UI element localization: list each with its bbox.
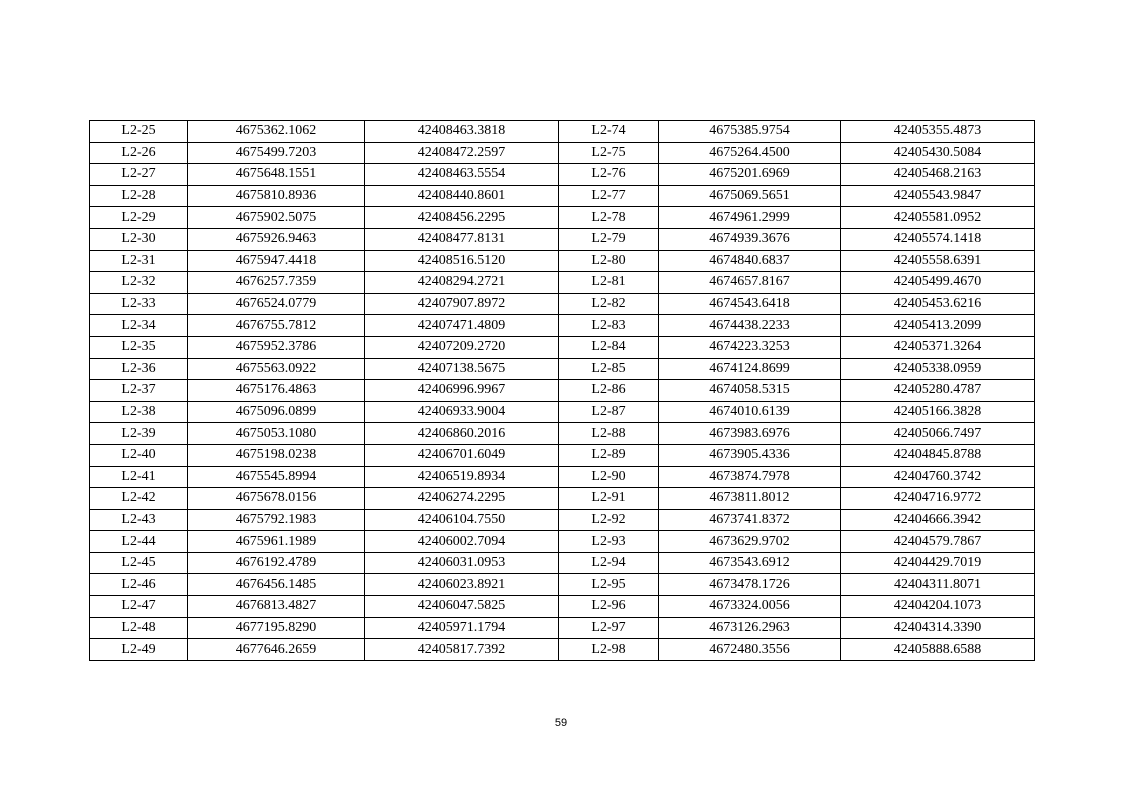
x-coordinate-right-cell: 4673324.0056 <box>659 596 841 618</box>
point-id-left-cell: L2-47 <box>90 596 188 618</box>
table-row <box>90 596 1035 618</box>
y-coordinate-left-cell: 42408456.2295 <box>365 207 559 229</box>
y-coordinate-left-cell: 42408516.5120 <box>365 250 559 272</box>
point-id-right-cell: L2-79 <box>559 228 659 250</box>
point-id-left-cell: L2-40 <box>90 444 188 466</box>
y-coordinate-right-cell: 42405574.1418 <box>841 228 1035 250</box>
x-coordinate-left-cell: 4675947.4418 <box>188 250 365 272</box>
x-coordinate-left-cell: 4675362.1062 <box>188 121 365 143</box>
point-id-right-cell: L2-82 <box>559 293 659 315</box>
y-coordinate-left-cell: 42406031.0953 <box>365 552 559 574</box>
y-coordinate-left-cell: 42408463.3818 <box>365 121 559 143</box>
y-coordinate-right-cell: 42405468.2163 <box>841 164 1035 186</box>
point-id-left-cell: L2-34 <box>90 315 188 337</box>
table-row <box>90 272 1035 294</box>
x-coordinate-right-cell: 4674657.8167 <box>659 272 841 294</box>
x-coordinate-right-cell: 4673983.6976 <box>659 423 841 445</box>
y-coordinate-right-cell: 42405338.0959 <box>841 358 1035 380</box>
y-coordinate-left-cell: 42406996.9967 <box>365 380 559 402</box>
y-coordinate-right-cell: 42404579.7867 <box>841 531 1035 553</box>
x-coordinate-left-cell: 4676257.7359 <box>188 272 365 294</box>
table-row <box>90 380 1035 402</box>
point-id-left-cell: L2-44 <box>90 531 188 553</box>
coordinate-table-body <box>90 121 1035 661</box>
y-coordinate-left-cell: 42408472.2597 <box>365 142 559 164</box>
point-id-left-cell: L2-45 <box>90 552 188 574</box>
y-coordinate-left-cell: 42406002.7094 <box>365 531 559 553</box>
point-id-right-cell: L2-87 <box>559 401 659 423</box>
x-coordinate-left-cell: 4675961.1989 <box>188 531 365 553</box>
x-coordinate-left-cell: 4675810.8936 <box>188 185 365 207</box>
y-coordinate-left-cell: 42406023.8921 <box>365 574 559 596</box>
table-row <box>90 552 1035 574</box>
table-row <box>90 315 1035 337</box>
point-id-right-cell: L2-75 <box>559 142 659 164</box>
y-coordinate-left-cell: 42407471.4809 <box>365 315 559 337</box>
y-coordinate-left-cell: 42405817.7392 <box>365 639 559 661</box>
y-coordinate-right-cell: 42405453.6216 <box>841 293 1035 315</box>
table-row <box>90 207 1035 229</box>
y-coordinate-right-cell: 42405355.4873 <box>841 121 1035 143</box>
y-coordinate-left-cell: 42406933.9004 <box>365 401 559 423</box>
y-coordinate-left-cell: 42406047.5825 <box>365 596 559 618</box>
table-row <box>90 617 1035 639</box>
point-id-left-cell: L2-26 <box>90 142 188 164</box>
point-id-left-cell: L2-25 <box>90 121 188 143</box>
point-id-left-cell: L2-43 <box>90 509 188 531</box>
x-coordinate-left-cell: 4675678.0156 <box>188 488 365 510</box>
y-coordinate-left-cell: 42408294.2721 <box>365 272 559 294</box>
x-coordinate-left-cell: 4677195.8290 <box>188 617 365 639</box>
point-id-right-cell: L2-83 <box>559 315 659 337</box>
y-coordinate-right-cell: 42405280.4787 <box>841 380 1035 402</box>
point-id-right-cell: L2-89 <box>559 444 659 466</box>
x-coordinate-right-cell: 4672480.3556 <box>659 639 841 661</box>
point-id-right-cell: L2-96 <box>559 596 659 618</box>
x-coordinate-right-cell: 4673874.7978 <box>659 466 841 488</box>
y-coordinate-right-cell: 42405581.0952 <box>841 207 1035 229</box>
x-coordinate-right-cell: 4673741.8372 <box>659 509 841 531</box>
y-coordinate-right-cell: 42404311.8071 <box>841 574 1035 596</box>
x-coordinate-left-cell: 4675499.7203 <box>188 142 365 164</box>
x-coordinate-left-cell: 4676456.1485 <box>188 574 365 596</box>
x-coordinate-left-cell: 4675952.3786 <box>188 336 365 358</box>
page-number: 59 <box>554 717 568 729</box>
y-coordinate-right-cell: 42404666.3942 <box>841 509 1035 531</box>
table-row <box>90 142 1035 164</box>
table-row <box>90 336 1035 358</box>
x-coordinate-right-cell: 4673478.1726 <box>659 574 841 596</box>
point-id-right-cell: L2-94 <box>559 552 659 574</box>
y-coordinate-right-cell: 42404760.3742 <box>841 466 1035 488</box>
point-id-right-cell: L2-84 <box>559 336 659 358</box>
x-coordinate-left-cell: 4676192.4789 <box>188 552 365 574</box>
x-coordinate-right-cell: 4674438.2233 <box>659 315 841 337</box>
y-coordinate-left-cell: 42406519.8934 <box>365 466 559 488</box>
point-id-right-cell: L2-91 <box>559 488 659 510</box>
y-coordinate-left-cell: 42408477.8131 <box>365 228 559 250</box>
x-coordinate-right-cell: 4675264.4500 <box>659 142 841 164</box>
point-id-right-cell: L2-76 <box>559 164 659 186</box>
table-row <box>90 185 1035 207</box>
table-row <box>90 488 1035 510</box>
point-id-left-cell: L2-32 <box>90 272 188 294</box>
table-row <box>90 121 1035 143</box>
x-coordinate-left-cell: 4675902.5075 <box>188 207 365 229</box>
x-coordinate-left-cell: 4676755.7812 <box>188 315 365 337</box>
y-coordinate-left-cell: 42406104.7550 <box>365 509 559 531</box>
point-id-left-cell: L2-29 <box>90 207 188 229</box>
y-coordinate-left-cell: 42406274.2295 <box>365 488 559 510</box>
table-row <box>90 401 1035 423</box>
y-coordinate-right-cell: 42405543.9847 <box>841 185 1035 207</box>
point-id-right-cell: L2-78 <box>559 207 659 229</box>
y-coordinate-right-cell: 42405558.6391 <box>841 250 1035 272</box>
point-id-right-cell: L2-77 <box>559 185 659 207</box>
point-id-right-cell: L2-80 <box>559 250 659 272</box>
x-coordinate-left-cell: 4675053.1080 <box>188 423 365 445</box>
point-id-left-cell: L2-38 <box>90 401 188 423</box>
point-id-left-cell: L2-31 <box>90 250 188 272</box>
point-id-right-cell: L2-85 <box>559 358 659 380</box>
table-row <box>90 639 1035 661</box>
point-id-right-cell: L2-92 <box>559 509 659 531</box>
x-coordinate-left-cell: 4675792.1983 <box>188 509 365 531</box>
table-row <box>90 509 1035 531</box>
y-coordinate-right-cell: 42405413.2099 <box>841 315 1035 337</box>
x-coordinate-right-cell: 4674124.8699 <box>659 358 841 380</box>
y-coordinate-left-cell: 42407138.5675 <box>365 358 559 380</box>
table-row <box>90 164 1035 186</box>
table-row <box>90 444 1035 466</box>
point-id-left-cell: L2-46 <box>90 574 188 596</box>
point-id-left-cell: L2-36 <box>90 358 188 380</box>
x-coordinate-left-cell: 4677646.2659 <box>188 639 365 661</box>
x-coordinate-right-cell: 4673543.6912 <box>659 552 841 574</box>
point-id-left-cell: L2-48 <box>90 617 188 639</box>
x-coordinate-right-cell: 4674543.6418 <box>659 293 841 315</box>
point-id-left-cell: L2-41 <box>90 466 188 488</box>
point-id-right-cell: L2-93 <box>559 531 659 553</box>
y-coordinate-left-cell: 42408463.5554 <box>365 164 559 186</box>
point-id-right-cell: L2-74 <box>559 121 659 143</box>
y-coordinate-right-cell: 42404204.1073 <box>841 596 1035 618</box>
point-id-left-cell: L2-33 <box>90 293 188 315</box>
table-row <box>90 358 1035 380</box>
table-row <box>90 423 1035 445</box>
y-coordinate-right-cell: 42404314.3390 <box>841 617 1035 639</box>
point-id-left-cell: L2-30 <box>90 228 188 250</box>
point-id-left-cell: L2-27 <box>90 164 188 186</box>
point-id-right-cell: L2-95 <box>559 574 659 596</box>
point-id-right-cell: L2-81 <box>559 272 659 294</box>
y-coordinate-right-cell: 42405430.5084 <box>841 142 1035 164</box>
point-id-right-cell: L2-88 <box>559 423 659 445</box>
x-coordinate-left-cell: 4675926.9463 <box>188 228 365 250</box>
y-coordinate-left-cell: 42405971.1794 <box>365 617 559 639</box>
y-coordinate-right-cell: 42404429.7019 <box>841 552 1035 574</box>
x-coordinate-right-cell: 4673811.8012 <box>659 488 841 510</box>
point-id-right-cell: L2-98 <box>559 639 659 661</box>
table-row <box>90 228 1035 250</box>
point-id-left-cell: L2-42 <box>90 488 188 510</box>
x-coordinate-right-cell: 4675069.5651 <box>659 185 841 207</box>
x-coordinate-right-cell: 4674840.6837 <box>659 250 841 272</box>
point-id-left-cell: L2-35 <box>90 336 188 358</box>
y-coordinate-right-cell: 42405066.7497 <box>841 423 1035 445</box>
x-coordinate-left-cell: 4675176.4863 <box>188 380 365 402</box>
y-coordinate-right-cell: 42405888.6588 <box>841 639 1035 661</box>
x-coordinate-right-cell: 4674058.5315 <box>659 380 841 402</box>
x-coordinate-left-cell: 4675648.1551 <box>188 164 365 186</box>
y-coordinate-right-cell: 42405371.3264 <box>841 336 1035 358</box>
x-coordinate-right-cell: 4673126.2963 <box>659 617 841 639</box>
table-row <box>90 293 1035 315</box>
x-coordinate-right-cell: 4673905.4336 <box>659 444 841 466</box>
x-coordinate-left-cell: 4675545.8994 <box>188 466 365 488</box>
point-id-left-cell: L2-28 <box>90 185 188 207</box>
y-coordinate-left-cell: 42407209.2720 <box>365 336 559 358</box>
point-id-left-cell: L2-37 <box>90 380 188 402</box>
y-coordinate-left-cell: 42406701.6049 <box>365 444 559 466</box>
x-coordinate-right-cell: 4674939.3676 <box>659 228 841 250</box>
coordinate-table <box>89 120 1035 661</box>
y-coordinate-right-cell: 42405166.3828 <box>841 401 1035 423</box>
table-row <box>90 250 1035 272</box>
table-row <box>90 574 1035 596</box>
y-coordinate-right-cell: 42404716.9772 <box>841 488 1035 510</box>
x-coordinate-right-cell: 4675385.9754 <box>659 121 841 143</box>
y-coordinate-left-cell: 42408440.8601 <box>365 185 559 207</box>
x-coordinate-left-cell: 4676524.0779 <box>188 293 365 315</box>
x-coordinate-right-cell: 4675201.6969 <box>659 164 841 186</box>
x-coordinate-left-cell: 4675096.0899 <box>188 401 365 423</box>
table-row <box>90 466 1035 488</box>
x-coordinate-right-cell: 4674010.6139 <box>659 401 841 423</box>
point-id-right-cell: L2-90 <box>559 466 659 488</box>
x-coordinate-right-cell: 4673629.9702 <box>659 531 841 553</box>
point-id-right-cell: L2-97 <box>559 617 659 639</box>
x-coordinate-left-cell: 4675198.0238 <box>188 444 365 466</box>
x-coordinate-right-cell: 4674961.2999 <box>659 207 841 229</box>
table-row <box>90 531 1035 553</box>
x-coordinate-right-cell: 4674223.3253 <box>659 336 841 358</box>
x-coordinate-left-cell: 4676813.4827 <box>188 596 365 618</box>
point-id-left-cell: L2-39 <box>90 423 188 445</box>
point-id-right-cell: L2-86 <box>559 380 659 402</box>
x-coordinate-left-cell: 4675563.0922 <box>188 358 365 380</box>
y-coordinate-right-cell: 42405499.4670 <box>841 272 1035 294</box>
y-coordinate-right-cell: 42404845.8788 <box>841 444 1035 466</box>
y-coordinate-left-cell: 42407907.8972 <box>365 293 559 315</box>
point-id-left-cell: L2-49 <box>90 639 188 661</box>
y-coordinate-left-cell: 42406860.2016 <box>365 423 559 445</box>
